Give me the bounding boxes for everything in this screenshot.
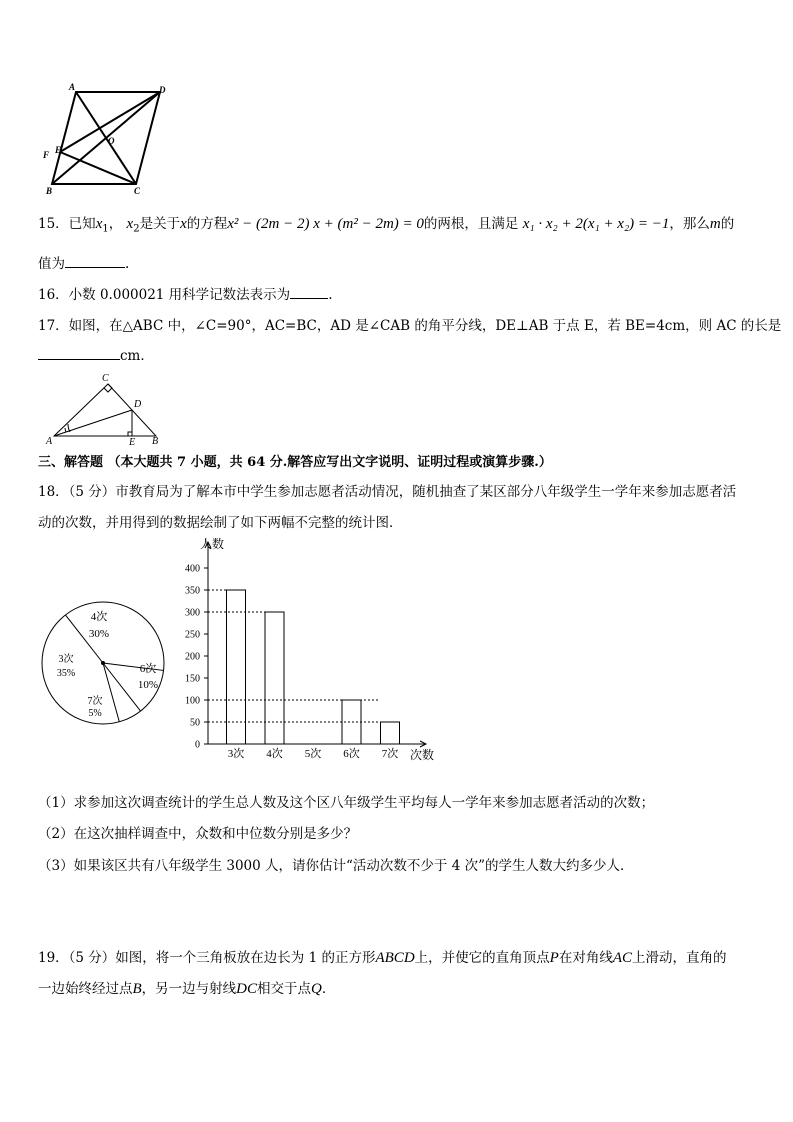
triangle-figure — [44, 370, 164, 446]
pie-label-6: 6次 — [139, 663, 157, 675]
label-c: C — [102, 373, 109, 384]
label-f: F — [43, 150, 50, 160]
y-tick-label: 50 — [190, 717, 200, 729]
label-e: E — [55, 145, 62, 155]
q17-answer-blank[interactable] — [38, 347, 120, 360]
y-tick-label: 0 — [195, 739, 200, 751]
right-angle-c — [104, 384, 112, 392]
label-d: D — [134, 399, 142, 410]
x-tick-label: 6次 — [343, 748, 360, 760]
label-o: O — [108, 136, 115, 146]
angle-mark-1 — [65, 428, 66, 432]
q16-answer-blank[interactable] — [290, 286, 328, 299]
label-e: E — [129, 437, 136, 446]
pie-label-7: 7次 — [87, 696, 103, 707]
section3-title: 三、解答题 （本大题共 7 小题，共 64 分.解答应写出文字说明、证明过程或演算步骤.） — [38, 455, 552, 470]
label-c: C — [134, 186, 141, 196]
q17-line2: cm． — [38, 344, 154, 364]
y-tick-label: 150 — [185, 673, 200, 685]
q15-condition: x₁ · x₂ + 2(x₁ + x₂) = −1 — [522, 216, 670, 232]
label-d: D — [159, 85, 166, 95]
q15-equation: x² − (2m − 2) x + (m² − 2m) = 0 — [227, 216, 424, 232]
label-b: B — [46, 186, 53, 196]
q18-sub1: （1）求参加这次调查统计的学生总人数及这个区八年级学生平均每人一学年来参加志愿者活动的次数； — [38, 795, 655, 811]
y-axis-label: 人数 — [200, 537, 225, 551]
pie-pct-4: 30% — [88, 628, 110, 640]
q18-line2: 动的次数，并用得到的数据绘制了如下两幅不完整的统计图． — [38, 515, 403, 531]
q18-sub3: （3）如果该区共有八年级学生 3000 人，请你估计“活动次数不少于 4 次”的学生人数大约多少人． — [38, 858, 634, 874]
diagonal-bd — [52, 92, 160, 184]
y-tick-label: 250 — [185, 629, 200, 641]
q15-answer-blank[interactable] — [65, 255, 125, 268]
bar-chart — [170, 532, 450, 772]
x-tick-label: 7次 — [381, 748, 399, 760]
pie-label-4: 4次 — [90, 611, 108, 623]
q15-line2: 值为 . — [38, 256, 130, 272]
y-tick-label: 300 — [185, 607, 200, 619]
q18-sub2: （2）在这次抽样调查中，众数和中位数分别是多少？ — [38, 826, 358, 842]
y-tick-label: 100 — [185, 695, 200, 707]
x-tick-label: 4次 — [266, 748, 283, 760]
q17-line1: 17．如图，在△ABC 中，∠C=90°，AC=BC，AD 是∠CAB 的角平分线，DE⊥AB 于点 E，若 BE=4cm，则 AC 的长是 — [38, 318, 782, 334]
x-tick-label: 3次 — [227, 748, 245, 760]
parallelogram-figure — [38, 80, 178, 198]
q18-line1: 18．（5 分）市教育局为了解本市中学生参加志愿者活动情况，随机抽查了某区部分八年级学生一学年来参加志愿者活 — [38, 484, 737, 500]
pie-pct-7: 5% — [88, 708, 102, 719]
x-tick-label: 5次 — [304, 748, 322, 760]
label-a: A — [69, 82, 76, 92]
label-b: B — [152, 436, 159, 446]
y-tick-label: 350 — [185, 585, 200, 597]
x-axis-label: 次数 — [410, 748, 435, 762]
pie-chart — [38, 600, 168, 730]
right-angle-e — [128, 432, 132, 436]
y-tick-label: 400 — [185, 563, 200, 575]
y-tick-label: 200 — [185, 651, 200, 663]
pie-center — [101, 661, 105, 665]
q16-line: 16．小数 0.000021 用科学记数法表示为 . — [38, 287, 333, 303]
bar-1 — [265, 612, 284, 744]
q19-line2: 一边始终经过点B，另一边与射线DC相交于点Q． — [38, 981, 336, 997]
label-a: A — [46, 436, 53, 446]
pie-pct-3: 35% — [56, 668, 76, 679]
triangle-abc — [54, 384, 156, 436]
bar-0 — [227, 590, 246, 744]
pie-label-3: 3次 — [58, 654, 74, 665]
q19-line1: 19．（5 分）如图，将一个三角板放在边长为 1 的正方形ABCD上，并使它的直角顶点P在对角线AC上滑动，直角的 — [38, 950, 727, 966]
bar-4 — [381, 722, 400, 744]
pie-pct-6: 10% — [137, 679, 159, 691]
q15-line1: 15．已知$x_1$， $x_2$是关于x的方程x² − (2m − 2) x + (m² − 2m) = 0的两根，且满足 x₁ · x₂ + 2(x₁ + x₂) = −1，那么m的 — [38, 216, 735, 235]
